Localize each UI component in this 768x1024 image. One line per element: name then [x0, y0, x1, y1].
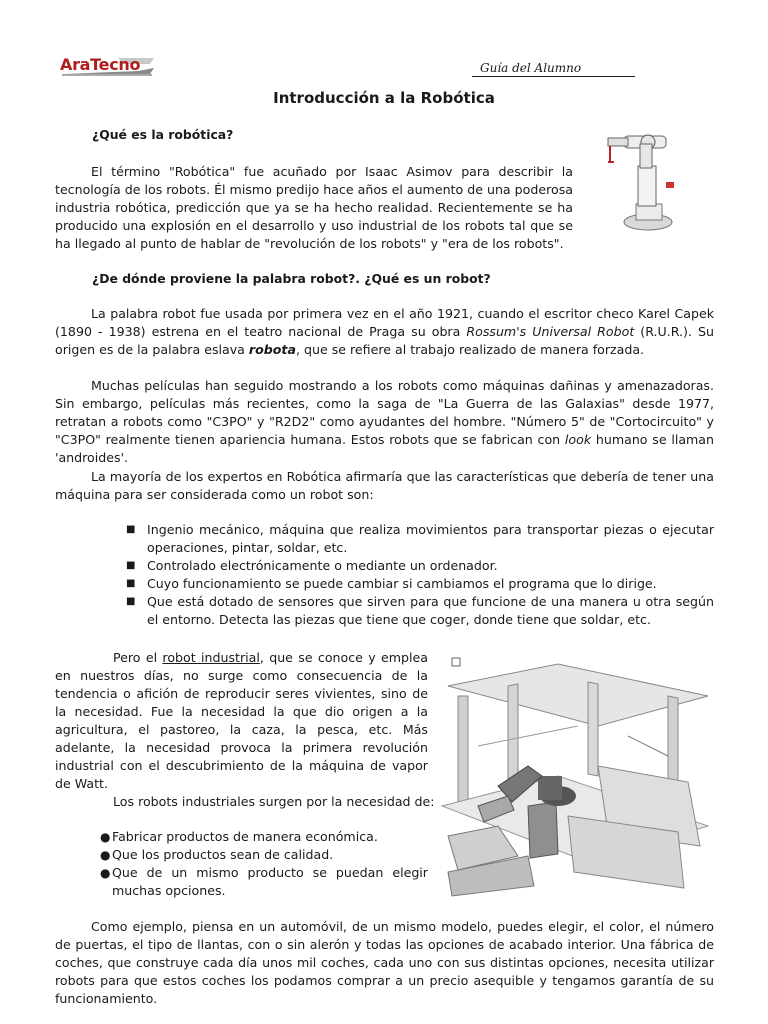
list-item: [100, 846, 428, 864]
list-item: [126, 575, 714, 593]
paragraph-movies: [55, 377, 714, 467]
aratecno-logo: [58, 54, 156, 76]
list-item-text: Que de un mismo producto se puedan elegir muchas opciones.: [112, 865, 428, 898]
section-heading-origin-of-word: ¿De dónde proviene la palabra robot?. ¿Qué es un robot?: [92, 271, 491, 286]
list-item-text: Cuyo funcionamiento se puede cambiar si cambiamos el programa que lo dirige.: [147, 576, 657, 591]
list-item-text: Fabricar productos de manera económica.: [112, 829, 378, 844]
list-item-text: Controlado electrónicamente o mediante un ordenador.: [147, 558, 498, 573]
paragraph-characteristics-intro: La mayoría de los expertos en Robótica afirmaría que las características que debería de tener una máquina para ser considerada como un robot son:: [55, 469, 714, 502]
list-item: [126, 521, 714, 557]
list-item-text: Que está dotado de sensores que sirven para que funcione de una manera u otra según el entorno. Detecta las piezas que tiene que coger, donde tiene que soldar, etc.: [147, 594, 714, 627]
page-title: Introducción a la Robótica: [273, 89, 495, 107]
square-bullet-icon: ■: [126, 560, 136, 571]
round-bullet-icon: ●: [100, 830, 111, 844]
robot-arm-image: [596, 122, 692, 234]
square-bullet-icon: ■: [126, 524, 136, 535]
list-item-text: Que los productos sean de calidad.: [112, 847, 334, 862]
robot-arm-icon: [596, 122, 692, 234]
word-look: look: [564, 432, 592, 447]
list-item: [100, 864, 428, 900]
text-span: humano se llaman 'androides'.: [55, 432, 715, 465]
text-span: Muchas películas han seguido mostrando a los robots como máquinas dañinas y amenazadoras. Sin embargo, películas más recientes, como la saga de "La Guerra de las Galaxias" desde 1977, retratan a robots como "C3PO" y "R2D2" como ayudantes del hombre. "Número 5" de "Cortocircuito" y "C3PO" realmente tienen apariencia humana. Estos robots que se fabrican con: [55, 378, 714, 447]
text-span: La palabra robot fue usada por primera vez en el año 1921, cuando el escritor checo Karel Capek (1890 - 1938) estrena en el teatro nacional de Praga su obra: [55, 306, 714, 339]
square-bullet-icon: ■: [126, 578, 136, 589]
square-bullet-icon: ■: [126, 596, 136, 607]
text-span: Pero el: [113, 650, 163, 665]
characteristics-list: [126, 521, 714, 629]
needs-list: [100, 828, 428, 900]
guide-label: Guía del Alumno: [472, 60, 635, 77]
paragraph-needs-intro: Los robots industriales surgen por la necesidad de:: [113, 794, 435, 809]
section-heading-what-is-robotics: ¿Qué es la robótica?: [92, 127, 234, 142]
word-robota: robota: [248, 342, 296, 357]
paragraph-car-example: Como ejemplo, piensa en un automóvil, de un mismo modelo, puedes elegir, el color, el número de puertas, el tipo de llantas, con o sin alerón y todas las opciones de acabado interior. Una fábrica de coches, que construye cada día unos mil coches, cada uno con sus distintas opciones, necesita utilizar robots para que estos coches los podamos comprar a un precio asequible y tengamos garantía de su funcionamiento.: [55, 919, 714, 1006]
paragraph-word-origin: [55, 305, 714, 359]
section1-paragraph: El término "Robótica" fue acuñado por Isaac Asimov para describir la tecnología de los robots. Él mismo predijo hace años el aumento de una poderosa industria robótica, predicción que ya se ha hecho realidad. Recientemente se ha producido una explosión en el desarrollo y uso industrial de los robots tal que se ha llegado al punto de hablar de "revolución de los robots" y "era de los robots".: [55, 164, 573, 251]
robot-industrial-link[interactable]: robot industrial: [162, 650, 260, 665]
text-span: , que se refiere al trabajo realizado de manera forzada.: [295, 342, 645, 357]
paragraph-industrial-robot: [55, 649, 428, 793]
industrial-cell-image: [438, 656, 714, 900]
logo-text: AraTecno: [60, 55, 141, 74]
play-title: Rossum's Universal Robot: [466, 324, 635, 339]
text-span: , que se conoce y emplea en nuestros días, no surge como consecuencia de la tendencia o afición de reproducir seres vivientes, sino de la necesidad. Fue la necesidad la que dio origen a la agricultura, el pastoreo, la caza, la pesca, etc. Más adelante, la necesidad provoca la primera revolución industrial con el descubrimiento de la máquina de vapor de Watt.: [55, 650, 428, 791]
list-item: [126, 593, 714, 629]
text-span: (R.U.R.). Su origen es de la palabra eslava: [55, 324, 714, 357]
list-item-text: Ingenio mecánico, máquina que realiza movimientos para transportar piezas o ejecutar operaciones, pintar, soldar, etc.: [147, 522, 714, 555]
round-bullet-icon: ●: [100, 848, 111, 862]
list-item: [100, 828, 428, 846]
round-bullet-icon: ●: [100, 866, 111, 880]
factory-robot-cell-icon: [438, 656, 714, 900]
list-item: [126, 557, 714, 575]
